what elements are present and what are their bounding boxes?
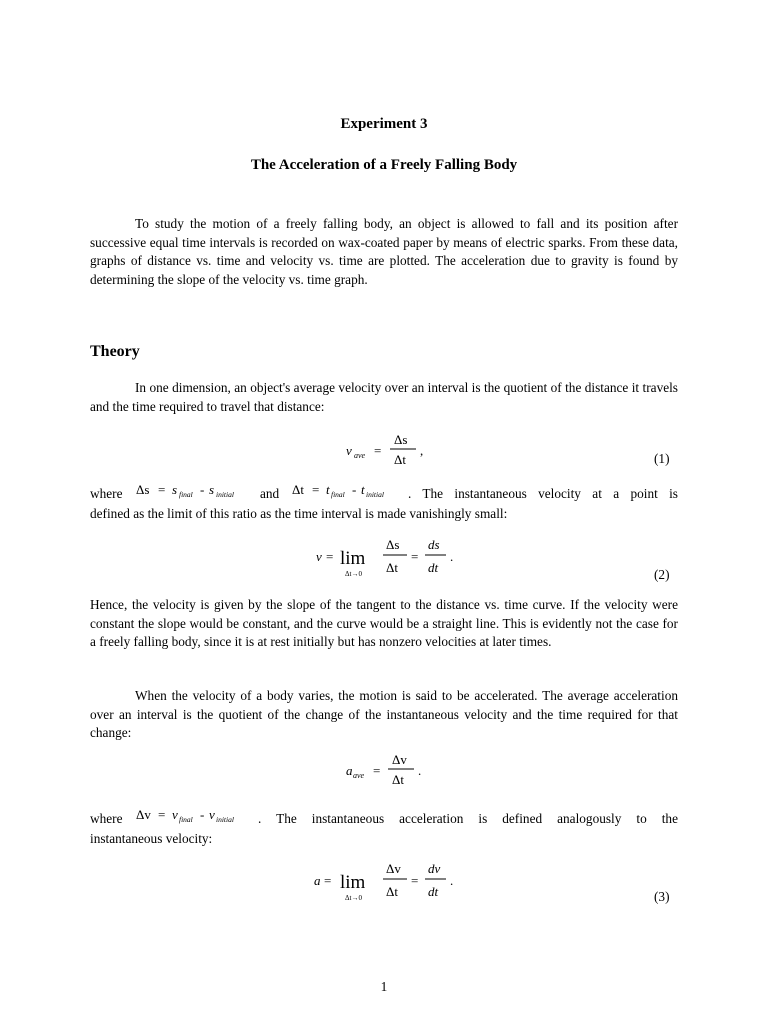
def-v-initial: v [209,807,215,822]
eqa-equals: = [373,763,381,778]
eq3-delta-v: Δv [386,861,401,876]
eq2-period: . [450,549,454,564]
def-s-final: s [172,482,178,497]
document-title: The Acceleration of a Freely Falling Body [250,157,518,173]
equation-delta-t-definition [290,480,420,502]
experiment-label: Experiment 3 [340,116,428,132]
eq3-delta-t: Δt [386,884,398,899]
eq3-lim-sub: Δt→0 [345,894,362,902]
definitions-line-1 [90,482,678,506]
equation-average-velocity [340,428,440,472]
equation-number-2: (2) [654,567,670,582]
eq3-period: . [450,873,454,888]
where-text-2: where [90,811,123,826]
theory-paragraph-4: When the velocity of a body varies, the motion is said to be accelerated. The average acceleration over an interval is the quotient of the change of the instantaneous velocity and the time required for that change: [90,688,678,741]
def-t-final-sub: final [331,490,345,499]
eqa-period: . [418,763,422,778]
eqa-a: a [346,763,353,778]
eqa-ave-sub: ave [353,771,365,780]
after-definitions-1: . The instantaneous velocity at a point is [408,486,678,501]
eq2-equals-1: = [326,549,334,564]
eq3-a: a [314,873,321,888]
eq1-comma: , [420,443,424,458]
def-delta-s: Δs [136,482,150,497]
eqa-delta-t: Δt [392,772,404,787]
def1-minus: - [200,482,205,497]
eq2-delta-s: Δs [386,537,400,552]
eq3-equals-2: = [411,873,419,888]
eq1-v: v [346,443,352,458]
eq1-delta-s: Δs [394,432,408,447]
def-s-initial-sub: initial [216,490,234,499]
definitions-line-2 [90,807,678,831]
eq2-equals-2: = [411,549,419,564]
section-heading-theory: Theory [90,343,140,360]
eq3-dv: dv [428,861,441,876]
eq2-v: v [316,549,322,564]
equation-instantaneous-acceleration [308,856,468,906]
eq2-lim: lim [340,548,366,569]
after-definitions-2: . The instantaneous acceleration is defined analogously to the [258,811,678,826]
where-text-1: where [90,486,123,501]
def-t-final: t [326,482,330,497]
def-v-initial-sub: initial [216,815,234,824]
def-t-initial-sub: initial [366,490,384,499]
def-t-initial: t [361,482,365,497]
theory-paragraph-3: Hence, the velocity is given by the slope of the tangent to the distance vs. time curve. If the velocity were constant the slope would be constant, and the curve would be a straight line. This is evidently not the case for a freely falling body, since it is at rest initially but has nonzero velocities at later times. [90,597,678,650]
equation-delta-v-definition [132,805,262,827]
def-v-final: v [172,807,178,822]
def-s-final-sub: final [179,490,193,499]
eq2-dt: dt [428,560,439,575]
theory-paragraph-5-continuation: instantaneous velocity: [90,831,213,846]
def3-equals: = [158,807,166,822]
eq3-lim: lim [340,872,366,893]
def-s-initial: s [209,482,215,497]
equation-number-1: (1) [654,451,670,466]
eq1-ave-sub: ave [354,451,366,460]
page-number: 1 [380,979,388,994]
equation-number-3: (3) [654,889,670,904]
theory-paragraph-1: In one dimension, an object's average velocity over an interval is the quotient of the distance it travels and the time required to travel that distance: [90,380,678,414]
def3-minus: - [200,807,205,822]
def-delta-v: Δv [136,807,151,822]
def2-equals: = [312,482,320,497]
def1-equals: = [158,482,166,497]
eq2-lim-sub: Δt→0 [345,570,362,578]
equation-delta-s-definition [132,480,260,502]
eq2-delta-t: Δt [386,560,398,575]
theory-paragraph-2-continuation: defined as the limit of this ratio as the time interval is made vanishingly small: [90,506,508,521]
def-v-final-sub: final [179,815,193,824]
def-delta-t: Δt [292,482,304,497]
eq2-ds: ds [428,537,440,552]
eq3-dt: dt [428,884,439,899]
eq1-delta-t: Δt [394,452,406,467]
equation-average-acceleration [340,748,440,792]
intro-paragraph: To study the motion of a freely falling body, an object is allowed to fall and its position after successive equal time intervals is recorded on wax-coated paper by means of electric sparks. From these data, graphs of distance vs. time and velocity vs. time are plotted. The acceleration due to gravity is found by determining the slope of the velocity vs. time graph. [90,216,678,287]
eqa-delta-v: Δv [392,752,407,767]
eq1-equals: = [374,443,382,458]
and-text: and [260,486,280,501]
def2-minus: - [352,482,357,497]
equation-instantaneous-velocity [310,532,470,582]
eq3-equals-1: = [324,873,332,888]
